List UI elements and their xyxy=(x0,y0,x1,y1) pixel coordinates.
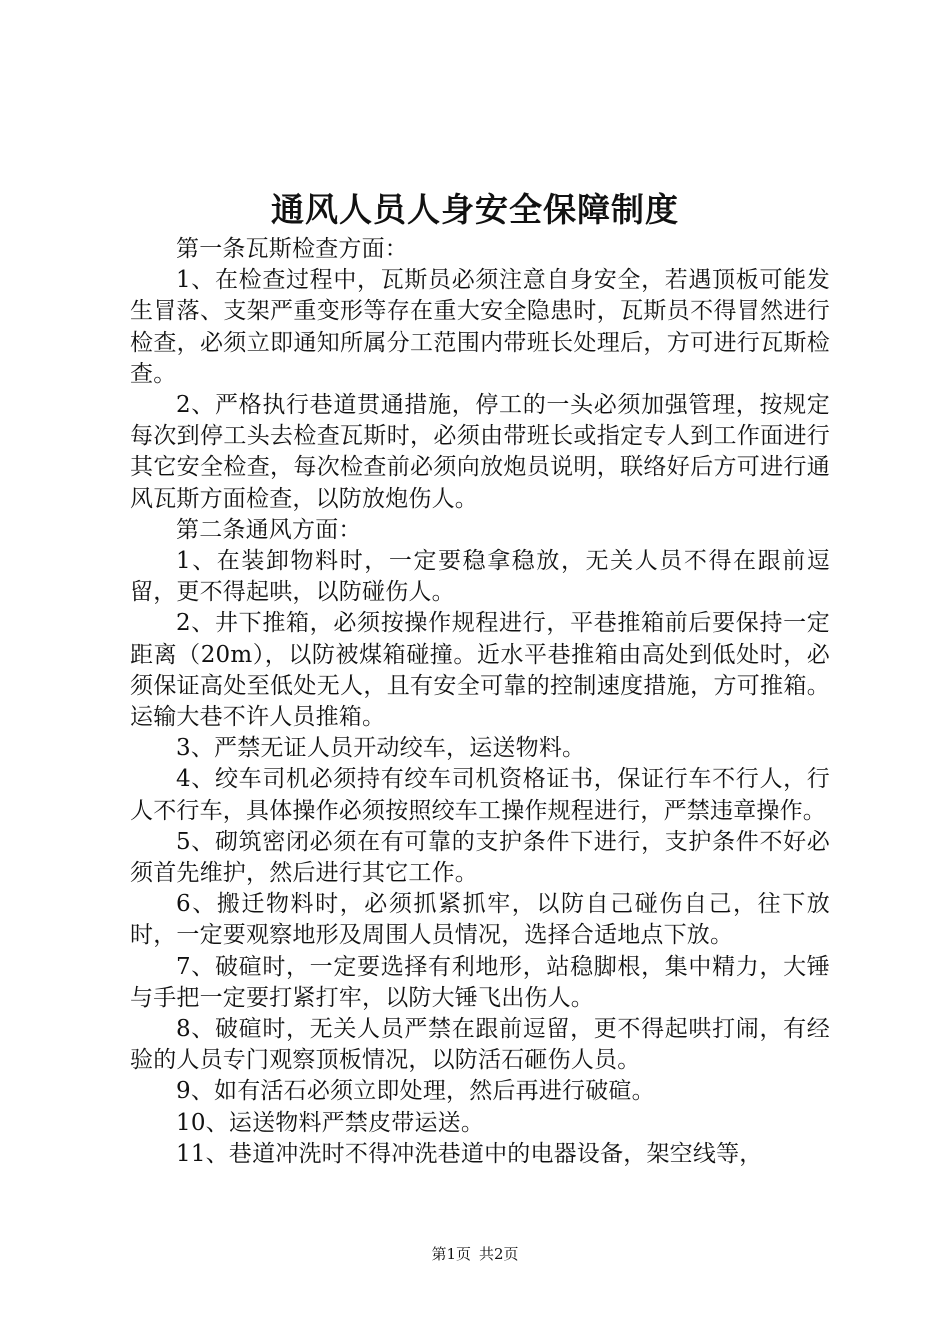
paragraph: 4、绞车司机必须持有绞车司机资格证书，保证行车不行人，行人不行车，具体操作必须按照绞车工操作规程进行，严禁违章操作。 xyxy=(130,766,830,824)
paragraph: 9、如有活石必须立即处理，然后再进行破碹。 xyxy=(176,1078,655,1105)
paragraph: 7、破碹时，一定要选择有利地形，站稳脚根，集中精力，大锤与手把一定要打紧打牢，以防大锤飞出伤人。 xyxy=(130,953,830,1011)
paragraph: 6、搬迁物料时，必须抓紧抓牢，以防自己碰伤自己，往下放时，一定要观察地形及周围人员情况，选择合适地点下放。 xyxy=(130,891,830,949)
paragraph: 10、运送物料严禁皮带运送。 xyxy=(176,1109,485,1136)
section-heading: 第二条通风方面： xyxy=(176,516,362,543)
page-footer xyxy=(0,1244,950,1264)
paragraph: 2、严格执行巷道贯通措施，停工的一头必须加强管理，按规定每次到停工头去检查瓦斯时，必须由带班长或指定专人到工作面进行其它安全检查，每次检查前必须向放炮员说明，联络好后方可进行通风瓦斯方面检查，以防放炮伤人。 xyxy=(130,392,830,512)
paragraph: 3、严禁无证人员开动绞车，运送物料。 xyxy=(176,735,586,762)
page-number: 第1页 xyxy=(431,1245,471,1263)
paragraph: 5、砌筑密闭必须在有可靠的支护条件下进行，支护条件不好必须首先维护，然后进行其它工作。 xyxy=(130,828,830,887)
paragraph: 2、井下推箱，必须按操作规程进行，平巷推箱前后要保持一定距离（20m），以防被煤箱碰撞。近水平巷推箱由高处到低处时，必须保证高处至低处无人，且有安全可靠的控制速度措施，方可推箱。运输大巷不许人员推箱。 xyxy=(130,610,830,731)
paragraph: 11、巷道冲洗时不得冲洗巷道中的电器设备，架空线等， xyxy=(176,1140,763,1167)
paragraph: 8、破碹时，无关人员严禁在跟前逗留，更不得起哄打闹，有经验的人员专门观察顶板情况，以防活石砸伤人员。 xyxy=(130,1016,830,1074)
page-total: 共2页 xyxy=(479,1245,519,1263)
document-title: 通风人员人身安全保障制度 xyxy=(271,190,679,229)
paragraph: 1、在装卸物料时，一定要稳拿稳放，无关人员不得在跟前逗留，更不得起哄，以防碰伤人。 xyxy=(130,548,830,606)
document-body xyxy=(130,234,830,1170)
section-heading: 第一条瓦斯检查方面： xyxy=(176,236,408,262)
paragraph: 1、在检查过程中，瓦斯员必须注意自身安全，若遇顶板可能发生冒落、支架严重变形等存在重大安全隐患时，瓦斯员不得冒然进行检查，必须立即通知所属分工范围内带班长处理后，方可进行瓦斯检查。 xyxy=(130,267,830,387)
